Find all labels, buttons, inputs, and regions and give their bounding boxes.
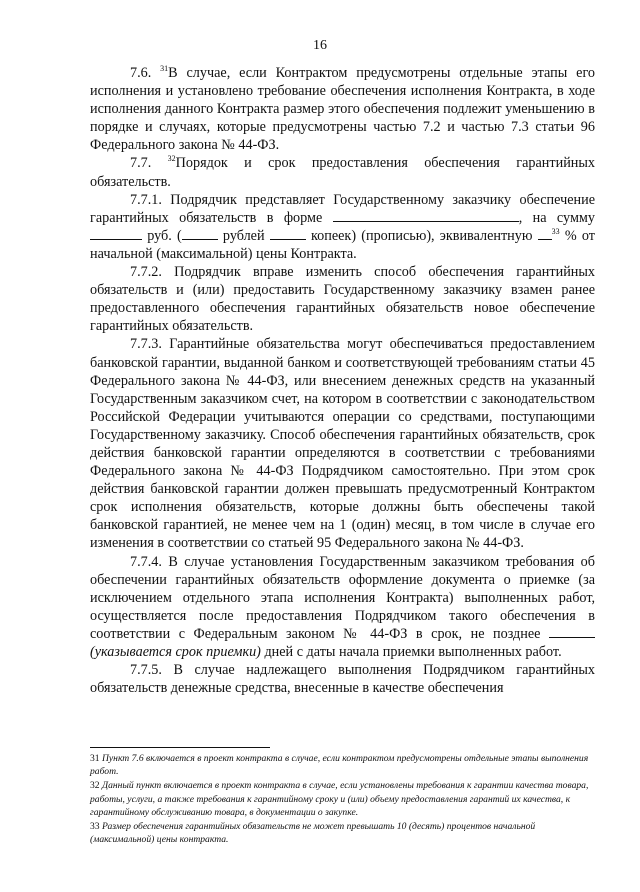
paragraph-7-7 <box>90 154 595 190</box>
footnote-text: Пункт 7.6 включается в проект контракта в случае, если контрактом предусмотрены отдельные этапы выполнения работ. <box>90 753 589 778</box>
clause-text: Порядок и срок предоставления обеспечения гарантийных обязательств. <box>90 155 596 190</box>
footnotes <box>90 752 595 847</box>
footnote-ref: 31 <box>160 64 169 73</box>
clause-text: дней с даты начала приемки выполненных работ. <box>264 644 562 660</box>
paragraph-7-7-1 <box>90 191 595 263</box>
footnote-number: 33 <box>90 821 100 833</box>
paragraph-7-7-3 <box>90 335 595 552</box>
clause-text: рублей <box>222 227 265 244</box>
clause-text: Подрядчик вправе изменить способ обеспечения гарантийных обязательств и (или) предоставить Государственному заказчику взамен ранее предоставленного обеспечения гарантийных обязательств новое обеспечение гарантийных обязательств. <box>90 264 596 335</box>
paragraph-7-6 <box>90 64 595 154</box>
footnote-33 <box>90 820 595 846</box>
clause-text: Подрядчик представляет Государственному заказчику обеспечение гарантийных обязательств в форме <box>90 191 596 226</box>
clause-number: 7.7.3. <box>130 336 162 353</box>
clause-text: руб. ( <box>147 227 182 244</box>
footnote-ref: 33 <box>551 226 560 236</box>
footnote-32 <box>90 779 595 819</box>
footnote-text: Данный пункт включается в проект контракта в случае, если установлены требования к гарантии качества товара, работы, услуги, а также требования к гарантийному сроку и (или) объему предоставления гарантий их качества, к гарантийному обслуживанию товара, в документации о закупке. <box>90 780 589 818</box>
paragraph-7-7-5 <box>90 661 595 697</box>
clause-text: В случае, если Контрактом предусмотрены отдельные этапы его исполнения и установлено требование обеспечения исполнения Контракта, в ходе исполнения данного Контракта размер этого обеспечения подлежит уменьшению в порядке и случаях, которые предусмотрены частью 7.2 и частью 7.3 статьи 96 Федерального закона № 44-ФЗ. <box>90 65 596 154</box>
footnote-number: 31 <box>90 753 100 764</box>
clause-text: % от начальной (максимальной) цены Контракта. <box>90 227 595 262</box>
clause-number: 7.7. <box>130 155 152 172</box>
clause-number: 7.6. <box>130 65 152 81</box>
page-number: 16 <box>313 38 327 53</box>
footnote-divider <box>90 747 270 748</box>
kopecks-blank <box>270 227 306 240</box>
clause-text: , на сумму <box>518 209 595 226</box>
footnote-number: 32 <box>90 780 100 792</box>
footnote-ref: 32 <box>167 154 176 164</box>
italic-note: (указывается срок приемки) <box>90 644 261 660</box>
clause-text: Гарантийные обязательства могут обеспечиваться предоставлением банковской гарантии, выданной банком и соответствующей требованиям статьи 45 Федерального закона № 44-ФЗ, или внесением денежных средств на указанный Государственным заказчиком счет, на котором в соответствии с законодательством Российской Федерации учитываются операции со средствами, поступающими Государственному заказчику. Способ обеспечения гарантийных обязательств, срок действия банковской гарантии определяются в соответствии с требованиями Федерального закона № 44-ФЗ Подрядчиком самостоятельно. При этом срок действия банковской гарантии должен превышать предусмотренный Контрактом срок исполнения обязательств, которые должны быть обеспечены такой банковской гарантией, не менее чем на 1 (один) месяц, в том числе в случае его изменения в соответствии со статьей 95 Федерального закона № 44-ФЗ. <box>90 336 596 552</box>
clause-number: 7.7.2. <box>130 264 162 281</box>
footnote-31 <box>90 752 595 778</box>
percent-blank <box>538 227 552 240</box>
clause-number: 7.7.5. <box>130 662 162 679</box>
clause-text: копеек) (прописью), эквивалентную <box>310 227 533 244</box>
amount-blank <box>90 227 142 240</box>
clause-number: 7.7.1. <box>130 191 162 208</box>
rubles-blank <box>182 227 218 240</box>
clause-text: В случае установления Государственным заказчиком требования об обеспечении гарантийных обязательств оформление документа о приемке (за исключением отдельного этапа исполнения Контракта) выполненных работ, осуществляется после предоставления Подрядчиком такого обеспечения в соответствии с Федеральным законом № 44-ФЗ в срок, не позднее <box>90 553 595 642</box>
term-blank <box>549 625 595 638</box>
paragraph-7-7-4 <box>90 553 595 662</box>
clause-text: В случае надлежащего выполнения Подрядчиком гарантийных обязательств денежные средства, внесенные в качестве обеспечения <box>90 662 595 697</box>
footnote-text: Размер обеспечения гарантийных обязательств не может превышать 10 (десять) процентов начальной (максимальной) цены контракта. <box>90 821 536 846</box>
document-body <box>90 64 595 697</box>
form-blank <box>333 209 519 222</box>
paragraph-7-7-2 <box>90 263 595 335</box>
clause-number: 7.7.4. <box>130 553 162 570</box>
